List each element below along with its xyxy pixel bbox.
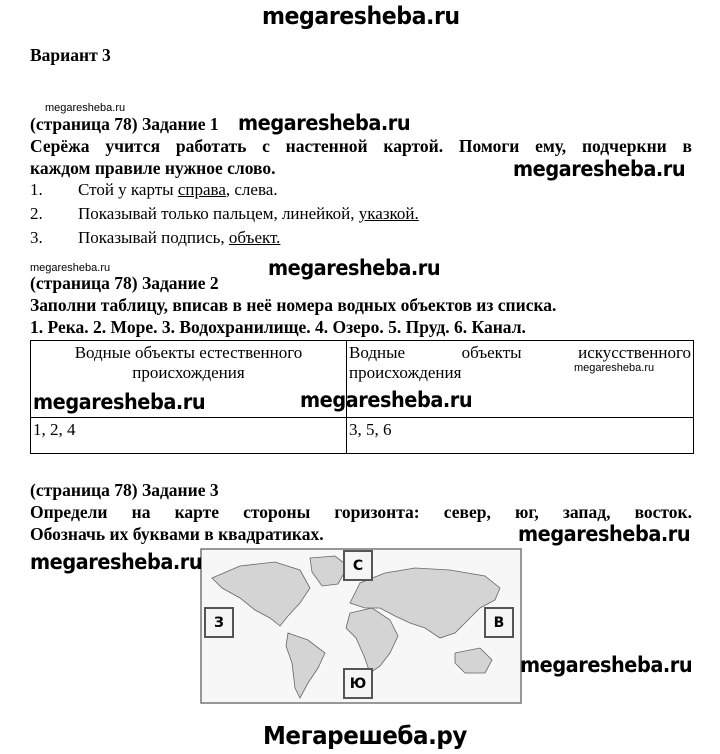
list-item — [78, 228, 280, 248]
task1-text-line2: каждом правиле нужное слово. — [30, 158, 276, 178]
watermark-top: megaresheba.ru — [262, 2, 460, 30]
watermark-small: megaresheba.ru — [30, 262, 111, 274]
watermark: megaresheba.ru — [513, 157, 686, 181]
table-header-artificial: Водные объекты искусственного происхождения — [347, 341, 694, 418]
list-item — [78, 180, 278, 200]
item-text: Стой у карты — [78, 180, 178, 199]
east-box: В — [484, 607, 514, 638]
list-item — [78, 204, 419, 224]
underlined-answer: объект. — [228, 228, 281, 247]
item-text: Показывай только пальцем, линейкой, — [78, 204, 359, 223]
task2-text-line2: 1. Река. 2. Море. 3. Водохранилище. 4. Озеро. 5. Пруд. 6. Канал. — [30, 317, 526, 337]
south-box: Ю — [343, 668, 373, 699]
list-item-number: 2. — [30, 204, 43, 223]
table-cell-natural: 1, 2, 4 — [31, 418, 347, 454]
task2-heading: (страница 78) Задание 2 — [30, 273, 219, 293]
watermark: megaresheba.ru — [300, 388, 473, 412]
table-cell-artificial: 3, 5, 6 — [347, 418, 694, 454]
task1-heading: (страница 78) Задание 1 — [30, 114, 219, 134]
underlined-answer: справа — [177, 180, 226, 199]
watermark: megaresheba.ru — [238, 111, 411, 135]
watermark-small: megaresheba.ru — [574, 362, 655, 374]
table-header-natural: Водные объекты естественного происхождения — [31, 341, 347, 418]
north-box: С — [343, 550, 373, 581]
watermark: megaresheba.ru — [520, 653, 693, 677]
underlined-answer: указкой. — [358, 204, 419, 223]
watermark-small: megaresheba.ru — [45, 102, 126, 114]
task1-text-line1: Серёжа учится работать с настенной картой. Помоги ему, подчеркни в — [30, 136, 692, 156]
task3-heading: (страница 78) Задание 3 — [30, 480, 219, 500]
item-text: , слева. — [225, 180, 278, 199]
task3-text-line2: Обозначь их буквами в квадратиках. — [30, 524, 324, 544]
watermark: megaresheba.ru — [33, 390, 206, 414]
item-text: Показывай подпись, — [78, 228, 229, 247]
list-item-number: 1. — [30, 180, 43, 199]
list-item-number: 3. — [30, 228, 43, 247]
west-box: З — [204, 607, 234, 638]
watermark: megaresheba.ru — [518, 522, 691, 546]
task3-text-line1: Определи на карте стороны горизонта: север, юг, запад, восток. — [30, 502, 692, 522]
watermark: megaresheba.ru — [30, 550, 203, 574]
footer-watermark: Мегарешеба.ру — [263, 721, 467, 750]
watermark: megaresheba.ru — [268, 256, 441, 280]
task2-text-line1: Заполни таблицу, вписав в неё номера водных объектов из списка. — [30, 295, 557, 315]
variant-title: Вариант 3 — [30, 45, 111, 65]
